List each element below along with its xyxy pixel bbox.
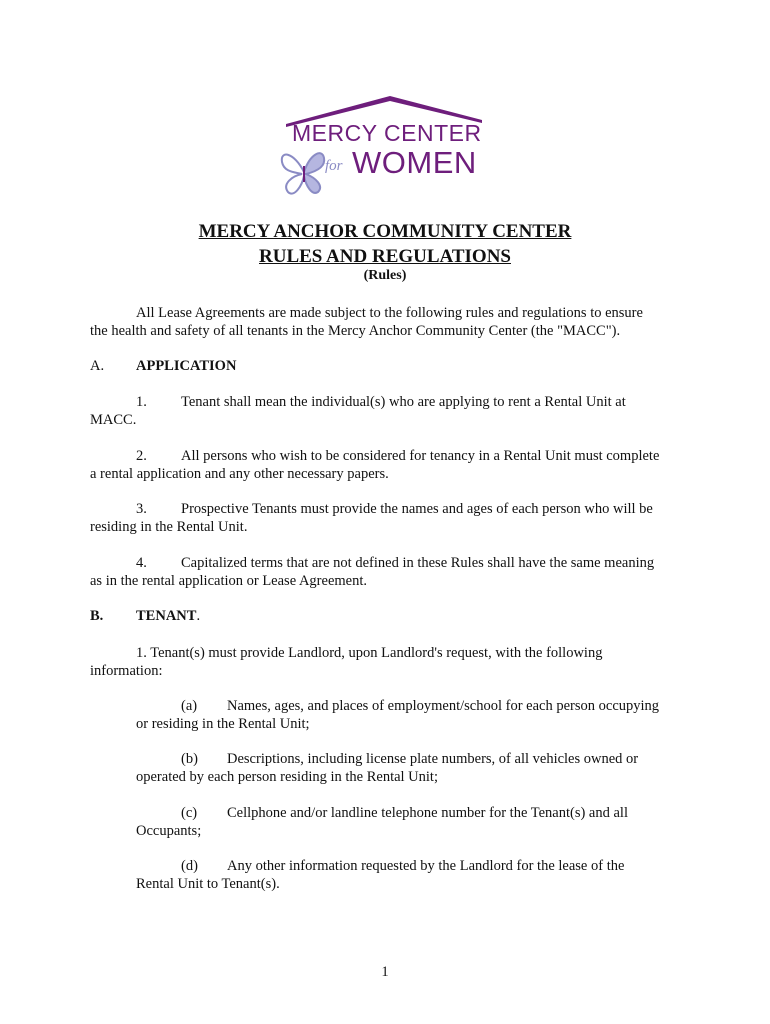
document-title-line-2: RULES AND REGULATIONS xyxy=(259,246,511,267)
logo-line-1: MERCY CENTER xyxy=(292,120,482,146)
ba-label: (a) xyxy=(181,698,198,714)
a3-number: 3. xyxy=(136,501,147,517)
a2-line-1: All persons who wish to be considered for tenancy in a Rental Unit must complete xyxy=(181,448,660,464)
a3-line-2: residing in the Rental Unit. xyxy=(90,519,248,535)
a2-number: 2. xyxy=(136,448,147,464)
bb-line-2: operated by each person residing in the Rental Unit; xyxy=(136,769,438,785)
bb-label: (b) xyxy=(181,751,198,767)
page-number: 1 xyxy=(381,964,389,980)
section-b-period: . xyxy=(196,608,201,624)
section-b-heading: TENANT xyxy=(136,608,197,624)
bc-line-2: Occupants; xyxy=(136,823,202,839)
bd-label: (d) xyxy=(181,858,198,874)
section-a-heading: APPLICATION xyxy=(136,358,237,374)
section-b-heading-wrap xyxy=(136,606,200,626)
a1-line-2: MACC. xyxy=(90,412,137,428)
a4-line-1: Capitalized terms that are not defined in these Rules shall have the same meaning xyxy=(181,555,655,571)
logo-line-2: WOMEN xyxy=(352,145,477,180)
b1-line-2: information: xyxy=(90,663,163,679)
ba-line-2: or residing in the Rental Unit; xyxy=(136,716,310,732)
intro-line-1: All Lease Agreements are made subject to the following rules and regulations to ensure xyxy=(136,305,643,321)
bc-line-1: Cellphone and/or landline telephone number for the Tenant(s) and all xyxy=(227,805,628,821)
section-b-letter: B. xyxy=(90,608,104,624)
bd-line-2: Rental Unit to Tenant(s). xyxy=(136,876,280,892)
ba-line-1: Names, ages, and places of employment/school for each person occupying xyxy=(227,698,660,714)
section-a-letter: A. xyxy=(90,358,105,374)
bc-label: (c) xyxy=(181,805,198,821)
a2-line-2: a rental application and any other necessary papers. xyxy=(90,466,389,482)
mercy-center-logo xyxy=(272,90,498,200)
b1-line-1: 1. Tenant(s) must provide Landlord, upon Landlord's request, with the following xyxy=(136,645,603,661)
a1-line-1: Tenant shall mean the individual(s) who are applying to rent a Rental Unit at xyxy=(181,394,626,410)
bd-line-1: Any other information requested by the Landlord for the lease of the xyxy=(227,858,625,874)
logo-for: for xyxy=(325,158,343,174)
a3-line-1: Prospective Tenants must provide the names and ages of each person who will be xyxy=(181,501,653,517)
a4-line-2: as in the rental application or Lease Agreement. xyxy=(90,573,368,589)
bb-line-1: Descriptions, including license plate numbers, of all vehicles owned or xyxy=(227,751,639,767)
a4-number: 4. xyxy=(136,555,147,571)
intro-line-2: the health and safety of all tenants in the Mercy Anchor Community Center (the "MACC"). xyxy=(90,323,621,339)
document-subtitle: (Rules) xyxy=(363,268,407,283)
document-title-line-1: MERCY ANCHOR COMMUNITY CENTER xyxy=(198,221,572,242)
a1-number: 1. xyxy=(136,394,147,410)
